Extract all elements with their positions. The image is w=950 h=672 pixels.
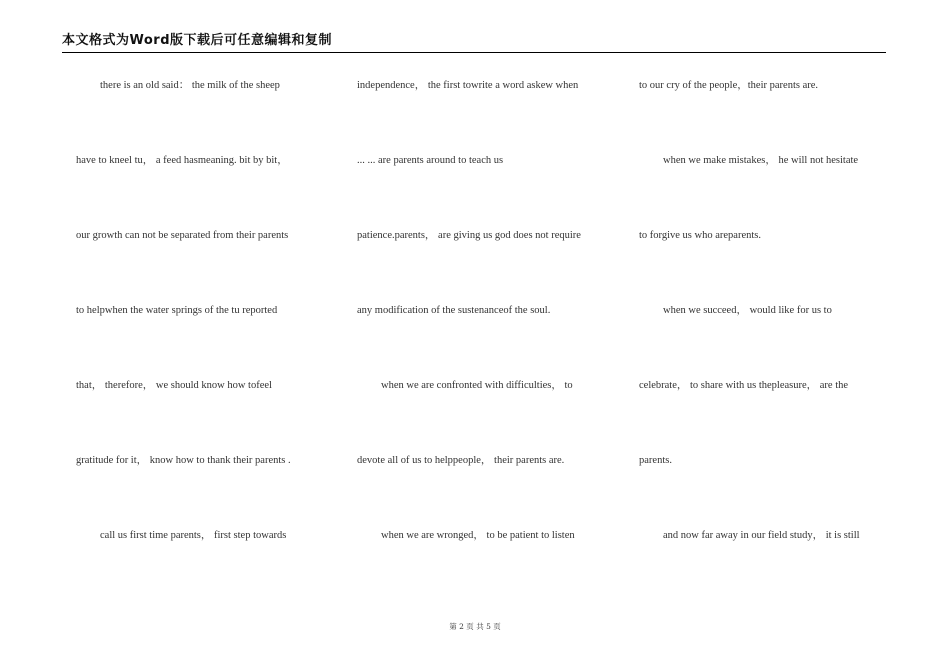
page-number: 第 2 页 共 5 页 <box>449 622 501 631</box>
text-line: celebrate， to share with us thepleasure， are the <box>639 380 849 391</box>
page-header <box>62 33 886 53</box>
text-line: when we are wronged， to be patient to listen <box>381 530 575 541</box>
text-line: to our cry of the people，their parents are. <box>639 80 819 91</box>
text-line: there is an old said： the milk of the sheep <box>100 80 280 91</box>
text-line: to forgive us who areparents. <box>639 230 761 241</box>
text-line: when we make mistakes， he will not hesitate <box>663 155 859 166</box>
text-line: parents. <box>639 455 672 466</box>
text-line: patience.parents， are giving us god does not require <box>357 230 581 241</box>
text-line: have to kneel tu， a feed hasmeaning. bit by bit， <box>76 155 288 166</box>
text-line: when we are confronted with difficulties， to <box>381 380 573 391</box>
text-line: when we succeed， would like for us to <box>663 305 832 316</box>
text-line: to helpwhen the water springs of the tu reported <box>76 305 278 316</box>
text-line: devote all of us to helppeople， their parents are. <box>357 455 565 466</box>
text-line: ... ... are parents around to teach us <box>357 155 504 166</box>
text-line: and now far away in our field study， it is still <box>663 530 860 541</box>
header-title: 本文格式为Word版下载后可任意编辑和复制 <box>62 33 333 48</box>
text-line: that， therefore， we should know how tofeel <box>76 380 272 391</box>
text-line: any modification of the sustenanceof the soul. <box>357 305 551 316</box>
text-line: call us first time parents， first step towards <box>100 530 287 541</box>
text-line: independence， the first towrite a word askew when <box>357 80 579 91</box>
text-line: our growth can not be separated from their parents <box>76 230 289 241</box>
text-line: gratitude for it， know how to thank their parents . <box>76 455 291 466</box>
